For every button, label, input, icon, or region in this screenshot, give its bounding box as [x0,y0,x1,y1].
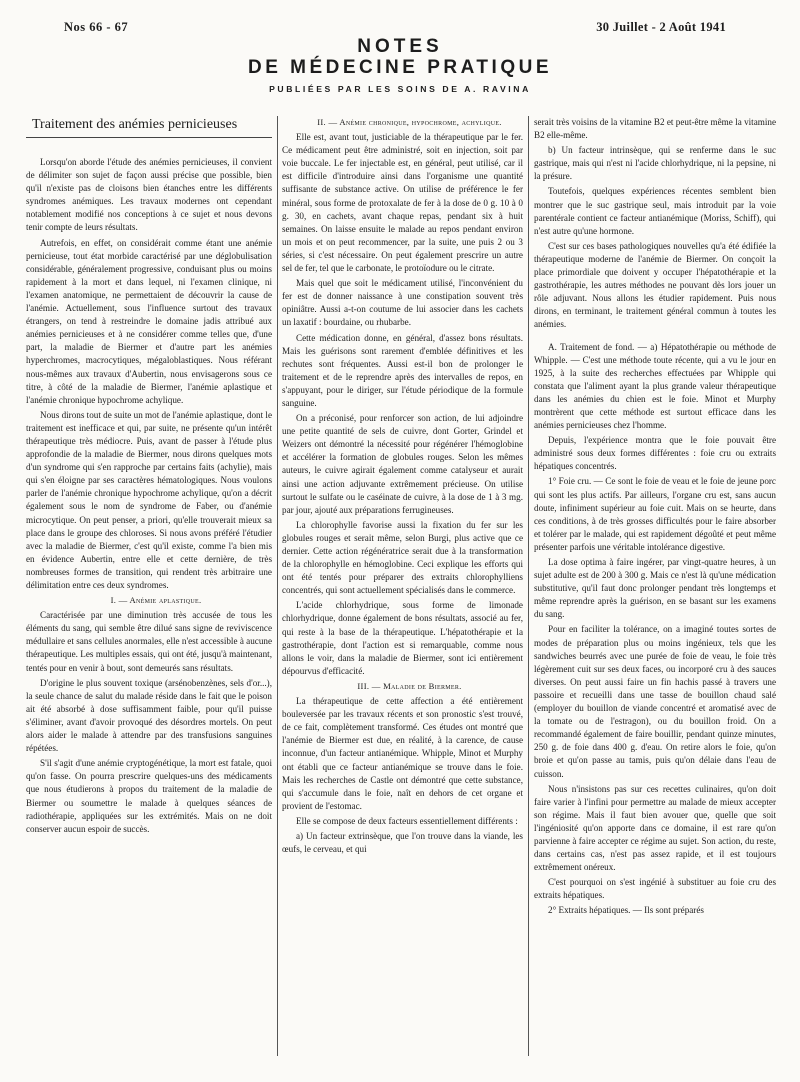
paragraph: La chlorophylle favorise aussi la fixation du fer sur les globules rouges et serait même, selon Burgi, plus active que ce dernier. Cette action régénératrice serait due à la transformation de la chlorophylle en hémoglobine. Ceci explique les efforts qui ont été tentés pour préparer des extraits chlorophylliens concentrés, qui sont actuellement spécialisés dans le commerce. [282,519,523,596]
paragraph: Pour en faciliter la tolérance, on a imaginé toutes sortes de modes de préparation plus ou moins ingénieux, tels que les sandwiches beurrés avec une purée de foie de veau, le foie très légèrement cuit sur ses deux faces, ou incorporé cru à des sauces diverses. On peut aussi faire un fin hachis passé à travers une passoire et recueilli dans une tasse de bouillon chaud salé (employer du bouillon de viande concentré et aromatisé avec de la tomate ou de l'estragon), ou du bouillon froid. On a recommandé également de faire bouillir, pendant quinze minutes, 250 g. de foie dans 400 g. d'eau. On retire alors le foie, qu'on broie et qu'on passe au tamis, puis qu'on délaie dans l'eau de cuisson. [534,624,776,779]
paragraph: Mais quel que soit le médicament utilisé, l'inconvénient du fer est de donner naissance à une constipation souvent très opiniâtre. Aussi a-t-on coutume de lui associer dans les cachets un laxatif : bourdaine, ou rhubarbe. [282,278,523,328]
issue-number: Nos 66 - 67 [64,20,129,34]
issue-date: 30 Juillet - 2 Août 1941 [596,20,726,34]
paragraph: L'acide chlorhydrique, sous forme de limonade chlorhydrique, donne également de bons résultats, associé au fer, qui reste à la base de la thérapeutique. L'hépatothérapie et la gastrothérapie, dont l'action est si remarquable, comme nous allons le voir, dans la maladie de Biermer, sont ici entièrement dépourvus d'efficacité. [282,600,523,676]
column-rule-left [277,116,278,1056]
column-rule-right [528,116,529,1056]
page-header [0,0,800,112]
paragraph: A. Traitement de fond. — a) Hépatothérapie ou méthode de Whipple. — C'est une méthode toute récente, qui a vu le jour en 1925, à la suite des recherches effectuées par Whipple qui constata que l'aliment ayant la plus grande valeur thérapeutique dans les anémies du chien est le foie. Minot et Murphy montrèrent que cette méthode est surtout efficace dans les anémies pernicieuses chez l'homme. [534,341,776,431]
paragraph: La dose optima à faire ingérer, par vingt-quatre heures, à un sujet adulte est de 200 à 300 g. Mais ce n'est là qu'une médication substitutive, qu'il faut donc prolonger pendant très longtemps et même reprendre après la guérison, en se basant sur les examens du sang. [534,557,776,620]
paragraph: Lorsqu'on aborde l'étude des anémies pernicieuses, il convient de délimiter son sujet de façon aussi précise que possible, bien qu'il n'existe pas de cloisons bien étanches entre les différents syndromes anémiques. Les travaux modernes ont cependant notablement modifié nos conceptions à ce sujet et nous devons tenir compte de leurs résultats. [26,157,272,233]
article-title: Traitement des anémies pernicieuses [26,116,272,138]
paragraph: C'est pourquoi on s'est ingénié à substituer au foie cru des extraits hépatiques. [534,877,776,901]
paragraph: Autrefois, en effet, on considérait comme étant une anémie pernicieuse, tout état morbide caractérisé par une déglobulisation considérable, généralement progressive, conduisant plus ou moins rapidement à la mort et dans lequel, ni l'examen clinique, ni l'examen anatomique, ne permettaient de découvrir la cause de l'anémie. Actuellement, sous l'influence surtout des travaux étrangers, on tend à restreindre le domaine jadis attribué aux anémies pernicieuses et à ne considérer comme telles que, d'une part, la maladie de Biermer et d'autre part les anémies hyperchromes, macrocytiques, mégaloblastiques. Nous référant nous-mêmes aux travaux d'Aubertin, nous envisagerons sous ce titre, à côté de la maladie de Biermer, l'anémie aplastique et l'anémie chronique hypochrome achylique. [26,237,272,405]
text-column-2 [282,116,523,858]
paragraph: D'origine le plus souvent toxique (arsénobenzènes, sels d'or...), la seule chance de salut du malade réside dans le fait que le poison ait été absorbé à dose suffisamment faible, pour qu'il puisse s'éliminer, avant d'avoir provoqué des désordres mortels. On peut alors aider le malade à attendre par des transfusions sanguines répétées. [26,677,272,754]
paragraph: b) Un facteur intrinsèque, qui se renferme dans le suc gastrique, mais qui n'est ni l'acide chlorhydrique, ni la pepsine, ni la présure. [534,145,776,182]
paragraph: serait très voisins de la vitamine B2 et peut-être même la vitamine B2 elle-même. [534,117,776,141]
paragraph: On a préconisé, pour renforcer son action, de lui adjoindre une petite quantité de sels de cuivre, dont Gorter, Grindel et Weizers ont démontré la nécessité pour régénérer l'hémoglobine et accélérer la formation de globules rouges. Selon les mêmes auteurs, le cuivre agirait également comme catalyseur et aurait ainsi une action adjuvante extrêmement précieuse. On utilise surtout le sulfate ou le caséinate de cuivre, à la dose de 1 à 3 mg. par jour, ajouté aux préparations ferrugineuses. [282,413,523,515]
journal-title-line1: NOTES [357,36,443,57]
paragraph: 2° Extraits hépatiques. — Ils sont préparés [548,905,704,916]
paragraph: Nous dirons tout de suite un mot de l'anémie aplastique, dont le traitement est inefficace et qui, par suite, ne présente qu'un intérêt thérapeutique très médiocre. Puis, avant de passer à l'étude plus approfondie de la maladie de Biermer, nous dirons quelques mots d'un syndrome qui s'en rapproche par certains faits (achylie), mais qui s'en éloigne par ses caractères hématologiques. Nous voulons parler de l'anémie chronique hypochrome achylique, qu'on a décrit également sous le nom de syndrome de Faber, ou d'anémie microcytique. On peut penser, a priori, qu'elle trouverait mieux sa place dans le groupe des chloroses. Si nous avons préféré l'étudier avec la maladie de Biermer, c'est qu'il existe, comme l'a bien mis en évidence Aubertin, entre elle et cette dernière, de très nombreuses formes de transition, qui rendent très arbitraire une délimitation entre ces deux syndromes. [26,409,272,590]
paragraph: Nous n'insistons pas sur ces recettes culinaires, qu'on doit faire varier à l'infini pour permettre au malade de mieux accepter son régime. Mais il faut bien avouer que, quelle que soit l'ingéniosité qu'on apporte dans ce domaine, il est rare qu'on parvienne à faire accepter ce régime au sujet. Son action, du reste, dans certains cas, n'est pas assez rapide, et il est toujours extrêmement onéreux. [534,783,776,873]
paragraph: Depuis, l'expérience montra que le foie pouvait être administré sous deux formes différentes : foie cru ou extraits hépatiques concentrés. [534,435,776,472]
paragraph: a) Un facteur extrinsèque, que l'on trouve dans la viande, les œufs, le cerveau, et qui [282,830,523,855]
paragraph: C'est sur ces bases pathologiques nouvelles qu'a été édifiée la thérapeutique moderne de l'anémie de Biermer. On conçoit la place primordiale que doivent y occuper l'hépatothérapie et la gastrothérapie, les autres méthodes ne pouvant dès lors jouer un rôle adjuvant. Nous allons les étudier rapidement. Puis nous dirons, en terminant, le traitement général commun à toutes les anémies. [534,240,776,330]
paragraph: La thérapeutique de cette affection a été entièrement bouleversée par les travaux récents et son pronostic s'est trouvé, de ce fait, complètement transformé. Ces études ont montré que l'anémie de Biermer est due, en réalité, à la carence, de cause inconnue, d'un facteur antianémique. Whipple, Minot et Murphy ont établi que ce facteur antianémique se trouve dans le foie. Mais les recherches de Castle ont démontré que cette substance, qui s'accumule dans le foie, naît en dehors de cet organe et provient de l'estomac. [282,696,523,811]
section-heading: II. — Anémie chronique, hypochrome, achylique. [317,117,502,127]
paragraph: Elle est, avant tout, justiciable de la thérapeutique par le fer. Ce médicament peut être administré, soit en injection, soit par voie buccale. Le fer injectable est, en général, peut utilisé, car il est difficile d'introduire ainsi dans l'organisme une quantité suffisante de substance active. On utilise de préférence le fer minéral, sous forme de protoxalate de fer à la dose de 0 g. 10 à 0 g. 30, en cachets, avant chaque repas, pendant six à huit semaines. On laisse ensuite le malade au repos pendant environ un mois et on peut recommencer, par la suite, une puis 2 ou 3 séries, si c'est nécessaire. On peut également prescrire un autre sel de fer, tel que le carbonate, le protoïodure ou le citrate. [282,132,523,274]
section-heading: III. — Maladie de Biermer. [357,680,462,691]
text-column-3 [534,116,776,920]
paragraph: Caractérisée par une diminution très accusée de tous les éléments du sang, qui semble être dilué sans signe de reviviscence médullaire et sans cellules anormales, elle n'est accessible à aucune thérapeutique. Les multiples essais, qui ont été, jusqu'à maintenant, tentés pour en venir à bout, sont demeurés sans résultats. [26,610,272,673]
journal-title-line2: DE MÉDECINE PRATIQUE [247,57,552,78]
paragraph: 1° Foie cru. — Ce sont le foie de veau et le foie de jeune porc qui sont les plus actifs. Par ailleurs, l'organe cru est, sans aucun doute, infiniment supérieur au foie cuit. Mais on se heurte, dans ces conditions, à de très grosses difficultés pour le faire absorber et tolérer par le malade, qui est rapidement dégoûté et peut même présenter parfois une véritable intolérance digestive. [534,476,776,552]
text-column-1 [26,116,272,838]
title-spacer [26,138,272,156]
journal-subtitle: PUBLIÉES PAR LES SOINS DE A. RAVINA [269,84,531,94]
section-heading: I. — Anémie aplastique. [110,595,202,606]
paragraph: S'il s'agit d'une anémie cryptogénétique, la mort est fatale, quoi qu'on fasse. On pourra prescrire quelques-uns des médicaments que nous étudierons à propos du traitement de la maladie de Biermer ou soumettre le malade à quelques séances de radiothérapie, appliquées sur les extrémités. Mais on ne doit conserver aucun espoir de succès. [26,758,272,834]
paragraph: Elle se compose de deux facteurs essentiellement différents : [296,815,518,826]
paragraph: Cette médication donne, en général, d'assez bons résultats. Mais les guérisons sont rarement d'emblée définitives et les rechutes sont fréquentes. Aussi est-il bon de prolonger le traitement et de le reprendre après des intervalles de repos, en s'appuyant, pour le diriger, sur l'étude périodique de la formule sanguine. [282,332,523,408]
paragraph: Toutefois, quelques expériences récentes semblent bien montrer que le suc gastrique seul, mais introduit par la voie parentérale contient ce facteur antianémique (Moriss, Schiff), qui n'est autre qu'une hormone. [534,186,776,236]
